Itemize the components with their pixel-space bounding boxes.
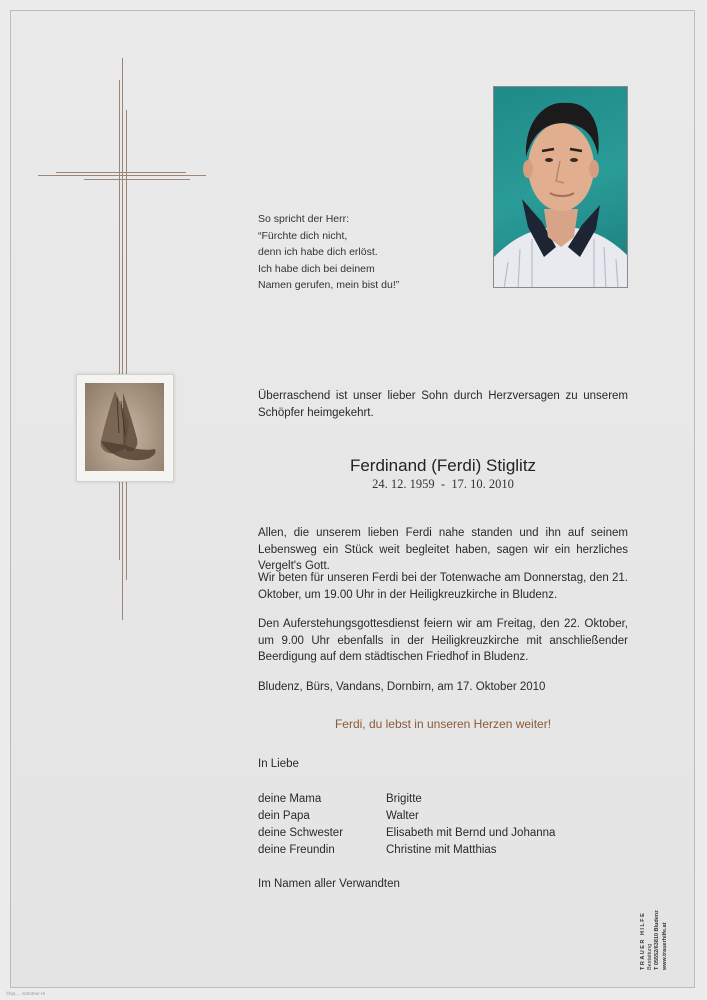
logo-sub: Bestattung — [647, 943, 653, 970]
praying-hands-icon — [85, 383, 164, 471]
portrait-photo — [493, 86, 628, 288]
relative-names: Christine mit Matthias — [386, 844, 497, 856]
relative-names: Elisabeth mit Bernd und Johanna — [386, 827, 556, 839]
verse-line: denn ich habe dich erlöst. — [258, 246, 378, 258]
footer-mark: ©byL… Kärntner Hl — [6, 991, 46, 996]
relative-names: Brigitte — [386, 793, 422, 805]
memorial-motto: Ferdi, du lebst in unseren Herzen weiter! — [334, 717, 552, 731]
place-date-line: Bludenz, Bürs, Vandans, Dornbirn, am 17. Oktober 2010 — [258, 681, 546, 693]
life-dates: 24. 12. 1959 - 17. 10. 2010 — [372, 477, 514, 491]
logo-brand: TRAUER HILFE — [640, 911, 646, 970]
funeral-home-logo — [638, 870, 672, 972]
relation-label: dein Papa — [258, 810, 310, 822]
bible-verse — [258, 211, 458, 294]
thanks-paragraph: Allen, die unserem lieben Ferdi nahe standen und ihn auf seinem Lebensweg ein Stück weit begleitet haben, sagen wir ein herzliches Vergelt's Gott. — [258, 527, 628, 572]
verse-line: “Fürchte dich nicht, — [258, 229, 348, 242]
deceased-name: Ferdinand (Ferdi) Stiglitz — [349, 456, 537, 475]
intro-text: Überraschend ist unser lieber Sohn durch Herzversagen zu unserem Schöpfer heimgekehrt. — [258, 390, 628, 419]
verse-line: So spricht der Herr: — [258, 213, 350, 225]
relative-names: Walter — [386, 810, 419, 822]
verse-line: Namen gerufen, mein bist du!” — [258, 279, 400, 291]
relation-label: deine Schwester — [258, 827, 344, 839]
logo-web: www.trauerhilfe.at — [662, 922, 668, 970]
relation-label: deine Freundin — [258, 844, 335, 856]
wake-paragraph: Wir beten für unseren Ferdi bei der Totenwache am Donnerstag, den 21. Oktober, um 19.00 Uhr in der Heiligkreuzkirche in Bludenz. — [258, 572, 628, 601]
relation-label: deine Mama — [258, 793, 322, 805]
logo-phone: T 05552/63810 Bludenz — [654, 910, 660, 970]
praying-hands-image — [76, 374, 174, 482]
in-liebe-label: In Liebe — [258, 758, 299, 770]
funeral-paragraph: Den Auferstehungsgottesdienst feiern wir am Freitag, den 22. Oktober, um 9.00 Uhr ebenfalls in der Heiligkreuzkirche mit anschließender Beerdigung auf dem städtischen Friedhof in Bludenz. — [258, 618, 628, 663]
verse-line: Ich habe dich bei deinem — [258, 262, 375, 275]
closing-line: Im Namen aller Verwandten — [258, 878, 400, 890]
